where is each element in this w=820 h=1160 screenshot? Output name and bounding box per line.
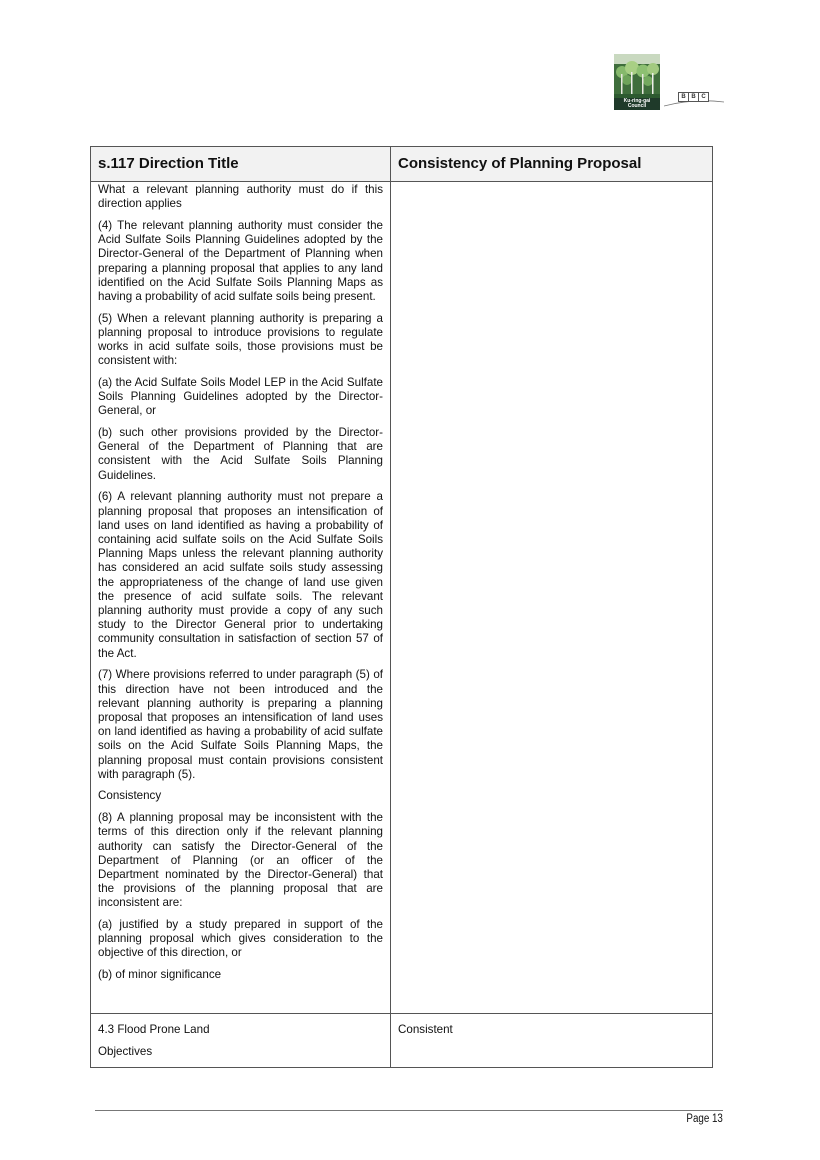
paragraph: (7) Where provisions referred to under paragraph (5) of this direction have not been introduced and the relevant planning authority is preparing a planning proposal that proposes an intensification of land uses on land identified as having a probability of acid sulfate soils on the Acid Sulfate Soils Planning Maps, the planning proposal must contain provisions consistent with paragraph (5). [98,668,383,781]
header-direction-title: s.117 Direction Title [98,155,239,172]
column-divider [390,147,391,1067]
partner-logo-letter: B [678,92,689,102]
row-divider [91,1013,712,1014]
paragraph: (a) the Acid Sulfate Soils Model LEP in the Acid Sulfate Soils Planning Guidelines adopted by the Director-General, or [98,375,383,418]
paragraph: (4) The relevant planning authority must consider the Acid Sulfate Soils Planning Guidelines adopted by the Director-General of the Department of Planning when preparing a planning proposal that applies to any land identified on the Acid Sulfate Soils Planning Maps as having a probability of acid sulfate soils being present. [98,218,383,303]
council-logo [614,54,660,110]
paragraph: (6) A relevant planning authority must not prepare a planning proposal that proposes an intensification of land uses on land identified as having a probability of containing acid sulfate soils on the Acid Sulfate Soils Planning Maps unless the relevant planning authority has considered an acid sulfate soils study assessing the appropriateness of the change of land use given the presence of acid sulfate soils. The relevant planning authority must provide a copy of any such study to the Director General prior to undertaking community consultation in satisfaction of section 57 of the Act. [98,490,383,660]
footer-divider [95,1110,723,1111]
partner-logo-letter: C [698,92,709,102]
paragraph: (8) A planning proposal may be inconsistent with the terms of this direction only if the relevant planning authority can satisfy the Director-General of the Department of Planning (or an officer of the Department nominated by the Director-General) that the provisions of the planning proposal that are inconsistent are: [98,811,383,910]
paragraph: What a relevant planning authority must do if this direction applies [98,183,383,211]
partner-logo [664,88,724,114]
council-logo-text: Ku-ring-gai Council [623,98,651,109]
paragraph: (b) of minor significance [98,968,222,982]
partner-logo-letter: B [688,92,699,102]
s117-direction-table [90,146,713,1068]
paragraph: (b) such other provisions provided by the Director-General of the Department of Planning that are consistent with the Acid Sulfate Soils Planning Guidelines. [98,426,383,482]
flood-prone-land-cell [98,1023,383,1067]
paragraph: (5) When a relevant planning authority is preparing a planning proposal to introduce provisions to regulate works in acid sulfate soils, those provisions must be consistent with: [98,311,383,368]
paragraph: Consistency [98,789,162,803]
flood-prone-land-consistency: Consistent [398,1023,453,1036]
paragraph: (a) justified by a study prepared in support of the planning proposal which gives consideration to the objective of this direction, or [98,918,383,960]
direction-subtitle: Objectives [98,1045,153,1059]
table-header-row [91,147,712,182]
page-number: Page 13 [686,1113,723,1125]
header-consistency: Consistency of Planning Proposal [398,155,642,172]
direction-title: 4.3 Flood Prone Land [98,1023,210,1036]
acid-sulfate-direction-text [98,183,383,990]
